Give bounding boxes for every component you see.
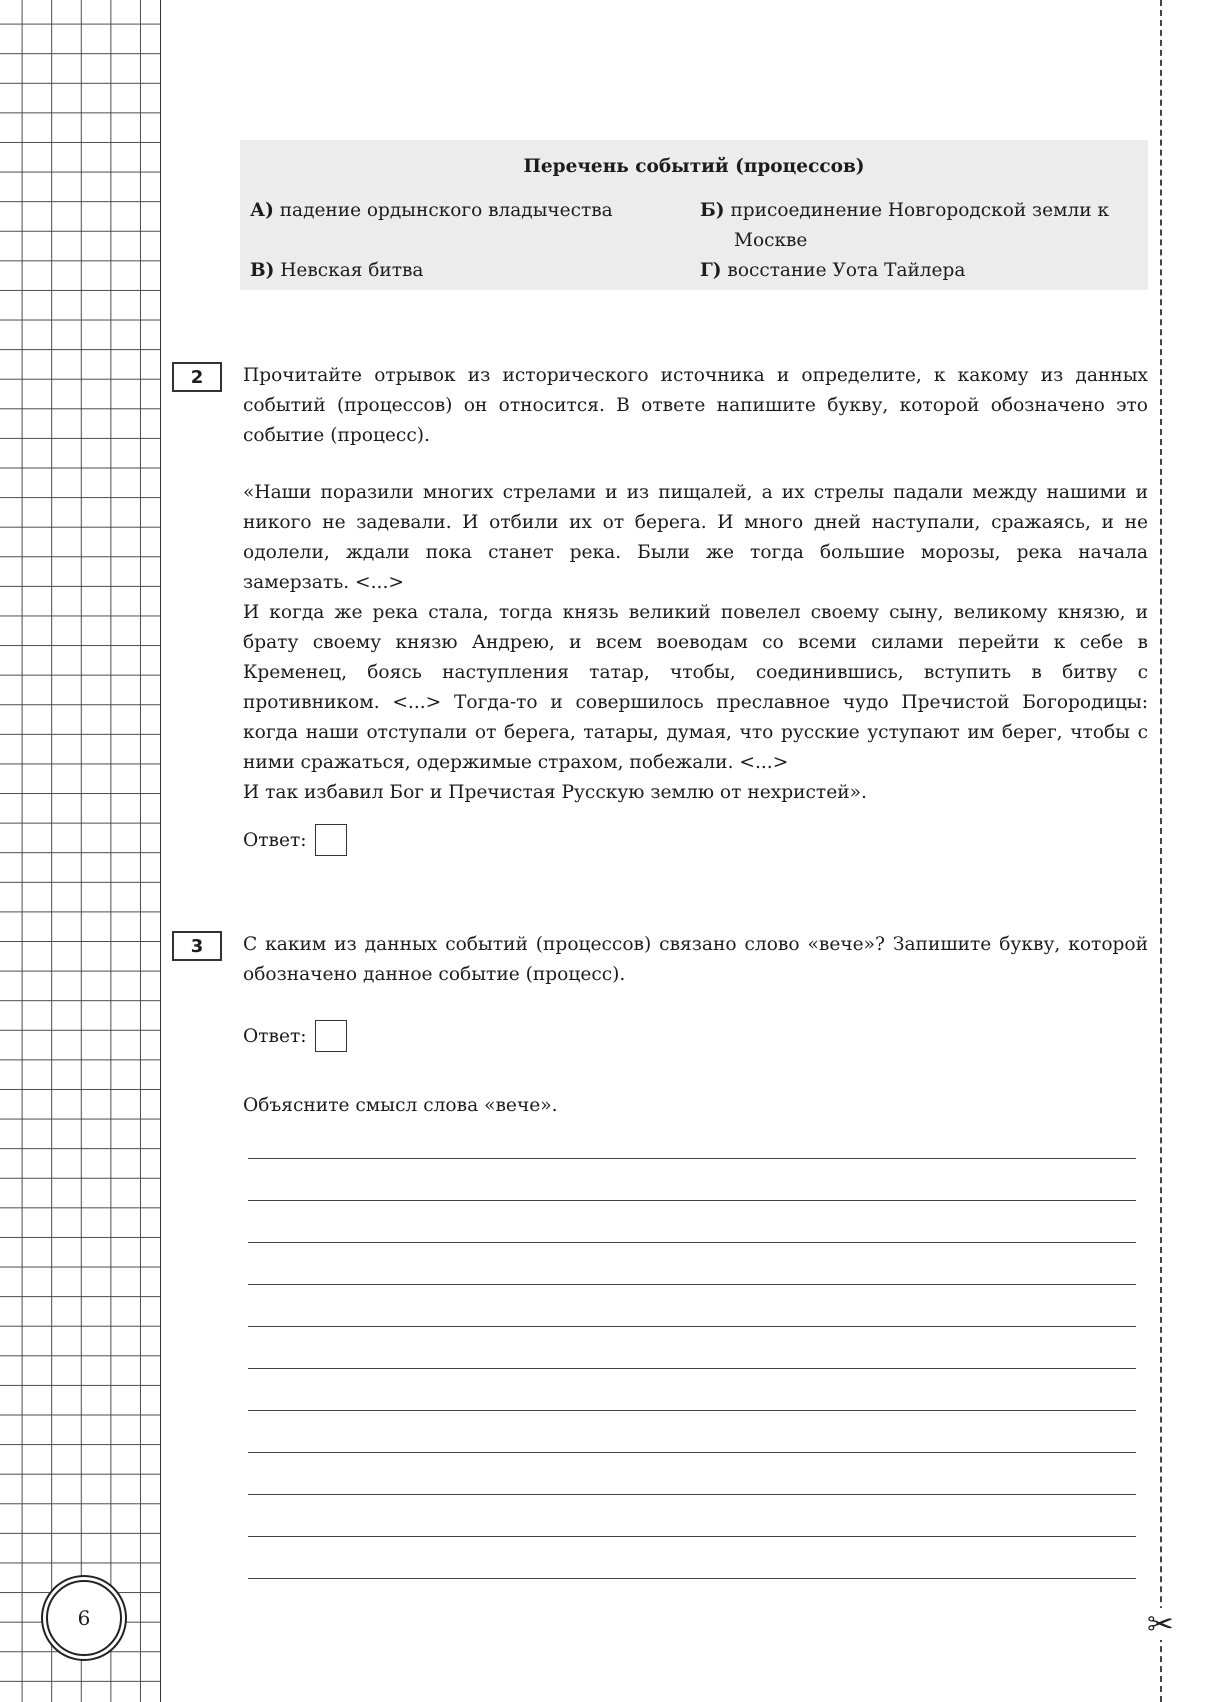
source-quote-part-3: И так избавил Бог и Пречистая Русскую землю от нехристей». — [243, 782, 867, 803]
answer-label: Ответ: — [243, 829, 307, 851]
write-line[interactable] — [248, 1368, 1136, 1369]
write-line[interactable] — [248, 1410, 1136, 1411]
write-line[interactable] — [248, 1242, 1136, 1243]
write-line[interactable] — [248, 1578, 1136, 1579]
write-line[interactable] — [248, 1284, 1136, 1285]
explain-prompt: Объясните смысл слова «вече». — [243, 1095, 558, 1116]
question-2-answer — [243, 824, 347, 856]
write-line[interactable] — [248, 1326, 1136, 1327]
event-item-b — [700, 196, 1179, 256]
event-item-a — [250, 196, 670, 226]
answer-box[interactable] — [315, 1020, 347, 1052]
answer-box[interactable] — [315, 824, 347, 856]
write-line[interactable] — [248, 1452, 1136, 1453]
question-number-3: 3 — [172, 931, 222, 961]
events-list-title: Перечень событий (процессов) — [523, 156, 865, 177]
question-3-prompt: С каким из данных событий (процессов) связано слово «вече»? Запишите букву, которой обозначено данное событие (процесс). — [243, 934, 1148, 985]
write-line[interactable] — [248, 1158, 1136, 1159]
source-quote-part-2: И когда же река стала, тогда князь великий повелел своему сыну, великому князю, и брату своему князю Андрею, и всем воеводам со всеми силами перейти к себе в Кременец, боясь наступления татар, чтобы, соединившись, вступить в битву с противником. <...> Тогда-то и совершилось преславное чудо Пречистой Богородицы: когда наши отступали от берега, татары, думая, что русские уступают им берег, чтобы с ними сражаться, одержимые страхом, побежали. <...> — [243, 602, 1148, 773]
scissors-icon: ✂ — [1147, 1605, 1174, 1643]
write-line[interactable] — [248, 1494, 1136, 1495]
write-line[interactable] — [248, 1200, 1136, 1201]
event-letter: Г) — [700, 260, 722, 281]
event-letter: Б) — [700, 200, 725, 221]
write-line[interactable] — [248, 1536, 1136, 1537]
event-letter: А) — [250, 200, 274, 221]
event-item-g — [700, 256, 1145, 286]
event-item-v — [250, 256, 670, 286]
event-text: восстание Уота Тайлера — [727, 260, 966, 281]
source-quote-part-1: «Наши поразили многих стрелами и из пищалей, а их стрелы падали между нашими и никого не задевали. И отбили их от берега. И много дней наступали, сражаясь, и не одолели, ждали пока станет река. Были же тогда большие морозы, река начала замерзать. <...> — [243, 482, 1148, 593]
event-text: Невская битва — [280, 260, 424, 281]
answer-label: Ответ: — [243, 1025, 307, 1047]
question-2-prompt: Прочитайте отрывок из исторического источника и определите, к какому из данных событий (процессов) он относится. В ответе напишите букву, которой обозначено это событие (процесс). — [243, 365, 1148, 446]
event-text: падение ордынского владычества — [279, 200, 613, 221]
question-number-2: 2 — [172, 362, 222, 392]
event-letter: В) — [250, 260, 275, 281]
grid-margin — [0, 0, 161, 1702]
event-text: присоединение Новгородской земли к Москве — [730, 200, 1110, 251]
events-list-box — [240, 140, 1148, 290]
question-3-answer — [243, 1020, 347, 1052]
page-number: 6 — [46, 1580, 122, 1656]
